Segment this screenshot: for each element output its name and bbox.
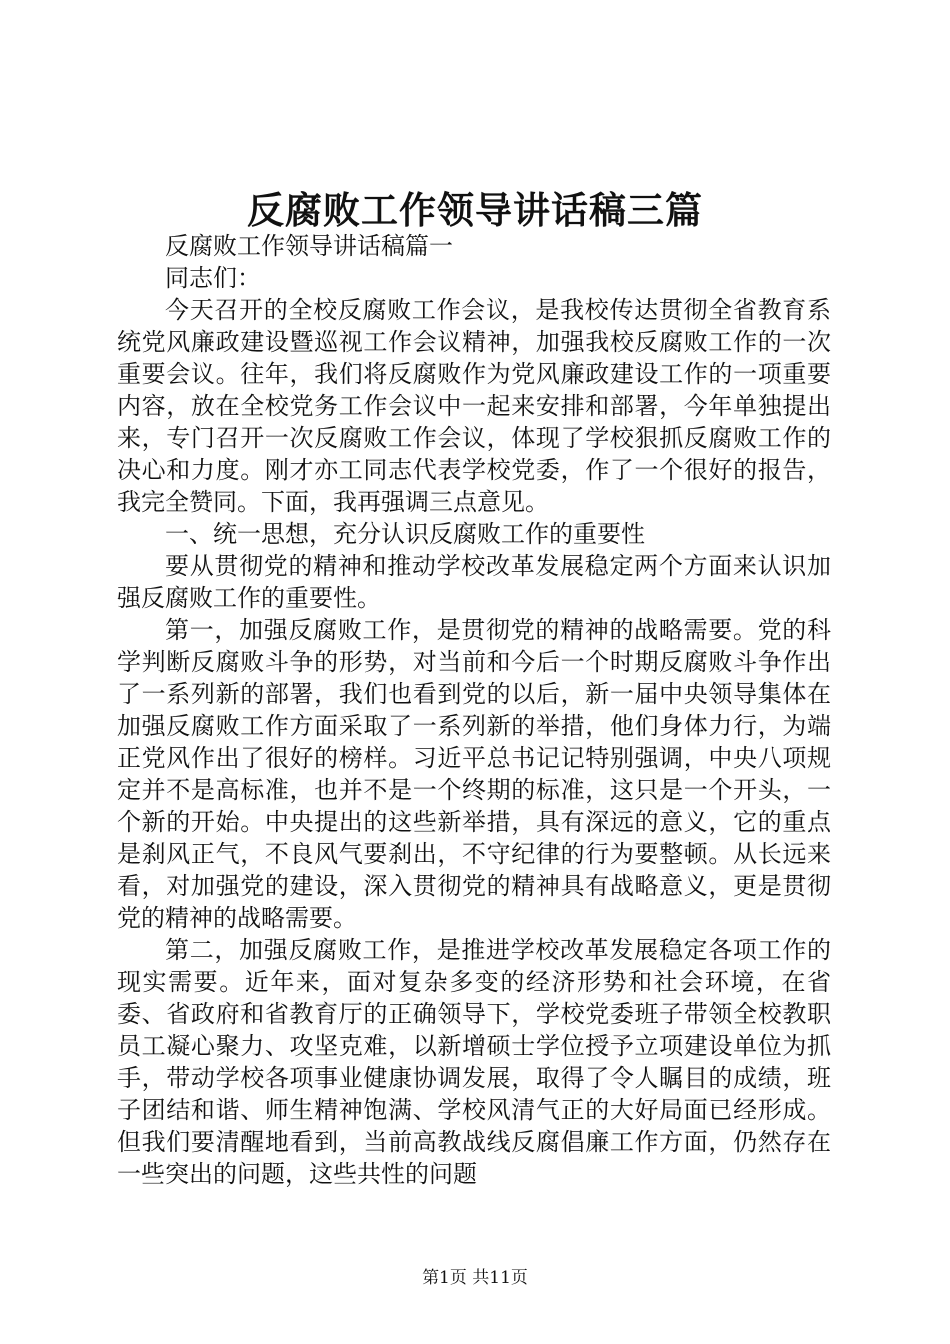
salutation: 同志们： [165,264,261,292]
document-body [117,230,831,1190]
paragraph: 第二，加强反腐败工作，是推进学校改革发展稳定各项工作的现实需要。近年来，面对复杂多变的经济形势和社会环境，在省委、省政府和省教育厅的正确领导下，学校党委班子带领全校教职员工凝心聚力、攻坚克难，以新增硕士学位授予立项建设单位为抓手，带动学校各项事业健康协调发展，取得了令人瞩目的成绩，班子团结和谐、师生精神饱满、学校风清气正的大好局面已经形成。但我们要清醒地看到，当前高教战线反腐倡廉工作方面，仍然存在一些突出的问题，这些共性的问题 [117,936,831,1188]
subheading: 一、统一思想，充分认识反腐败工作的重要性 [165,520,645,548]
document-title: 反腐败工作领导讲话稿三篇 [247,188,703,232]
paragraph: 今天召开的全校反腐败工作会议，是我校传达贯彻全省教育系统党风廉政建设暨巡视工作会议精神，加强我校反腐败工作的一次重要会议。往年，我们将反腐败作为党风廉政建设工作的一项重要内容，放在全校党务工作会议中一起来安排和部署，今年单独提出来，专门召开一次反腐败工作会议，体现了学校狠抓反腐败工作的决心和力度。刚才亦工同志代表学校党委，作了一个很好的报告，我完全赞同。下面，我再强调三点意见。 [117,296,831,516]
page-number-footer: 第1页 共11页 [422,1268,528,1288]
section-heading: 反腐败工作领导讲话稿篇一 [165,232,453,260]
paragraph: 第一，加强反腐败工作，是贯彻党的精神的战略需要。党的科学判断反腐败斗争的形势，对当前和今后一个时期反腐败斗争作出了一系列新的部署，我们也看到党的以后，新一届中央领导集体在加强反腐败工作方面采取了一系列新的举措，他们身体力行，为端正党风作出了很好的榜样。习近平总书记记特别强调，中央八项规定并不是高标准，也并不是一个终期的标准，这只是一个开头，一个新的开始。中央提出的这些新举措，具有深远的意义，它的重点是刹风正气，不良风气要刹出，不守纪律的行为要整顿。从长远来看，对加强党的建设，深入贯彻党的精神具有战略意义，更是贯彻党的精神的战略需要。 [117,616,831,932]
paragraph: 要从贯彻党的精神和推动学校改革发展稳定两个方面来认识加强反腐败工作的重要性。 [117,552,831,612]
